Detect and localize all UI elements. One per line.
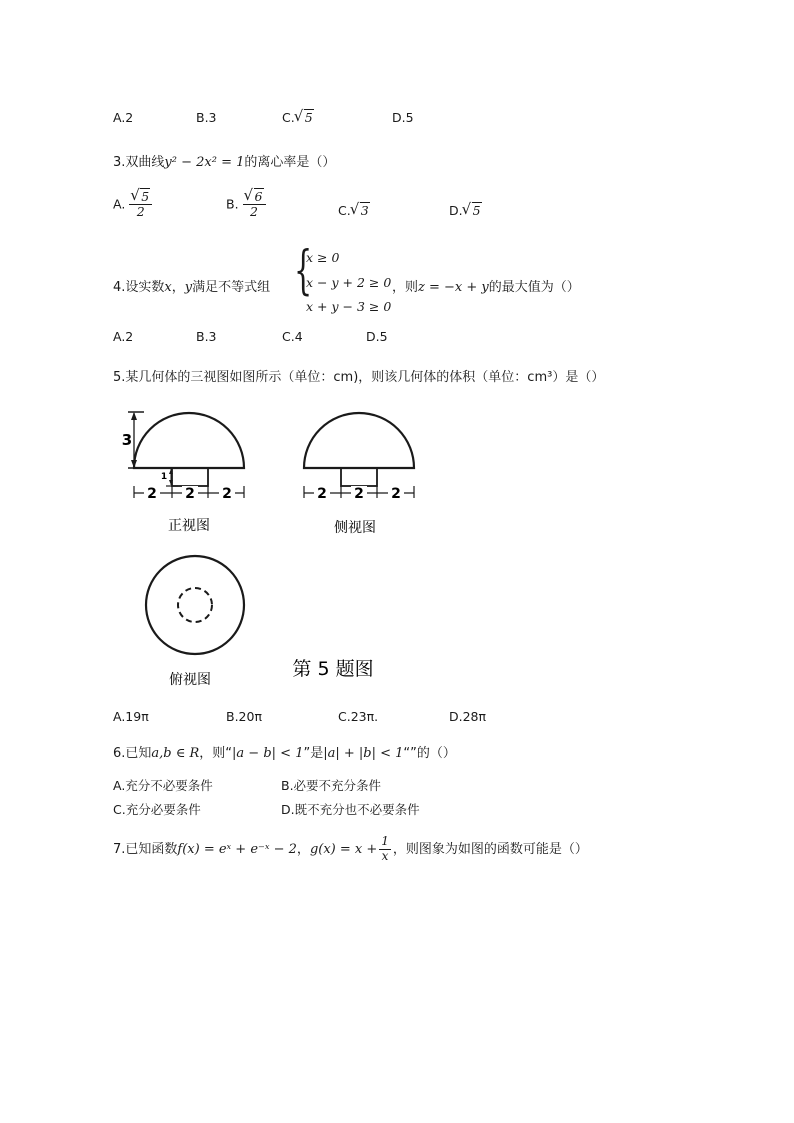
front-dim-mid: 2 (185, 486, 195, 502)
q6-option-b: B.必要不充分条件 (281, 778, 382, 793)
q3-option-c-label: C. (338, 203, 351, 218)
q4-option-a: A.2 (113, 329, 134, 344)
q4-stem-left (113, 276, 270, 295)
side-dim-mid: 2 (354, 486, 364, 502)
q3-stem-suffix: 的离心率是（） (244, 155, 336, 170)
side-dim-right: 2 (391, 486, 401, 502)
q2-option-c (282, 110, 314, 125)
q6-option-c: C.充分必要条件 (113, 802, 201, 817)
q3-option-a-label: A. (113, 196, 126, 212)
q5-option-d: D.28π (449, 709, 487, 724)
q3-stem-prefix: 3.双曲线 (113, 155, 165, 170)
q5-option-b: B.20π (226, 709, 262, 724)
front-dim-right: 2 (222, 486, 232, 502)
q4-option-d: D.5 (366, 329, 388, 344)
q5-stem-suffix: ）是（） (552, 370, 605, 385)
q3-option-b (226, 190, 266, 220)
q3-option-c-radical: √ 3 (351, 203, 370, 218)
q4-var-y: y (184, 280, 193, 295)
q6-stem (113, 742, 456, 761)
q2-option-c-label: C. (282, 110, 295, 125)
q3-option-c (338, 203, 370, 218)
front-dim-small: 1 (160, 472, 168, 482)
front-dim-left: 2 (147, 486, 157, 502)
q6-option-d: D.既不充分也不必要条件 (281, 802, 420, 817)
q4-inequality-1: x ≥ 0 (306, 250, 340, 265)
q6-option-a: A.充分不必要条件 (113, 778, 213, 793)
q6-proposition-1: |a − b| < 1 (232, 746, 304, 761)
q3-option-d (449, 203, 482, 218)
q5-stem-text: 5.某几何体的三视图如图所示（单位：cm)，则该几何体的体积（单位： (113, 370, 528, 385)
q5-option-c: C.23π. (338, 709, 379, 724)
q4-stem-mid: 满足不等式组 (192, 280, 271, 295)
front-dim-height: 3 (121, 431, 133, 449)
q3-option-b-fraction: √ $\frac{6}{2}$ (243, 190, 266, 220)
q2-option-b: B.3 (196, 110, 217, 125)
q6-stem-mid: ，则“ (199, 746, 233, 761)
q3-option-d-radical: √ 5 (463, 203, 482, 218)
q5-option-a: A.19π (113, 709, 149, 724)
q5-stem (113, 366, 604, 385)
q7-stem-prefix: 7.已知函数 (113, 841, 178, 857)
q6-stem-mid2: ”是 (303, 746, 324, 761)
q7-sep: ， (296, 841, 310, 857)
q6-stem-suffix: “”的（） (403, 746, 456, 761)
q4-objective: z = −x + y (418, 280, 489, 295)
q7-g-definition: g(x) = x + (309, 841, 378, 857)
q4-inequality-3: x + y − 3 ≥ 0 (306, 299, 392, 314)
q5-unit: cm³ (527, 370, 553, 385)
q4-stem-prefix: 4.设实数 (113, 280, 165, 295)
q7-f-definition: f(x) = eˣ + e⁻ˣ − 2 (177, 841, 297, 857)
q4-stem-suffix: 的最大值为（） (488, 280, 580, 295)
q2-option-a: A.2 (113, 110, 134, 125)
q3-option-a (113, 190, 152, 220)
side-dim-left: 2 (317, 486, 327, 502)
q6-stem-prefix: 6.已知 (113, 746, 152, 761)
q4-stem-right (392, 276, 580, 295)
q2-option-c-radical: √ 5 (295, 110, 314, 125)
q3-stem (113, 151, 335, 170)
figure-caption: 第 5 题图 (292, 658, 374, 680)
q7-stem (113, 835, 588, 864)
q4-stem-mid2: ，则 (392, 280, 419, 295)
q3-option-b-label: B. (226, 196, 239, 212)
top-view (146, 556, 244, 688)
q4-option-c: C.4 (282, 329, 303, 344)
q6-condition: a,b ∈ R (151, 746, 200, 761)
front-view (122, 412, 244, 534)
front-view-label: 正视图 (168, 518, 210, 534)
q3-option-a-fraction: √ $\frac{5}{2}$ (129, 190, 152, 220)
q7-stem-suffix: ，则图象为如图的函数可能是（） (392, 841, 588, 857)
q5-three-views-figure (110, 400, 430, 700)
q4-system-brace: { (294, 241, 313, 301)
q4-inequality-2: x − y + 2 ≥ 0 (306, 275, 392, 290)
q2-option-d: D.5 (392, 110, 414, 125)
q7-g-fraction: $\frac{1}{x}$ (381, 834, 389, 863)
q4-option-b: B.3 (196, 329, 217, 344)
side-view (304, 413, 414, 536)
q4-sep: ， (171, 280, 185, 295)
q3-equation: y² − 2x² = 1 (164, 155, 245, 170)
q4-var-x: x (164, 280, 172, 295)
top-view-label: 俯视图 (169, 672, 211, 688)
q3-option-d-label: D. (449, 203, 463, 218)
q6-proposition-2: |a| + |b| < 1 (323, 746, 404, 761)
side-view-label: 侧视图 (334, 520, 376, 536)
